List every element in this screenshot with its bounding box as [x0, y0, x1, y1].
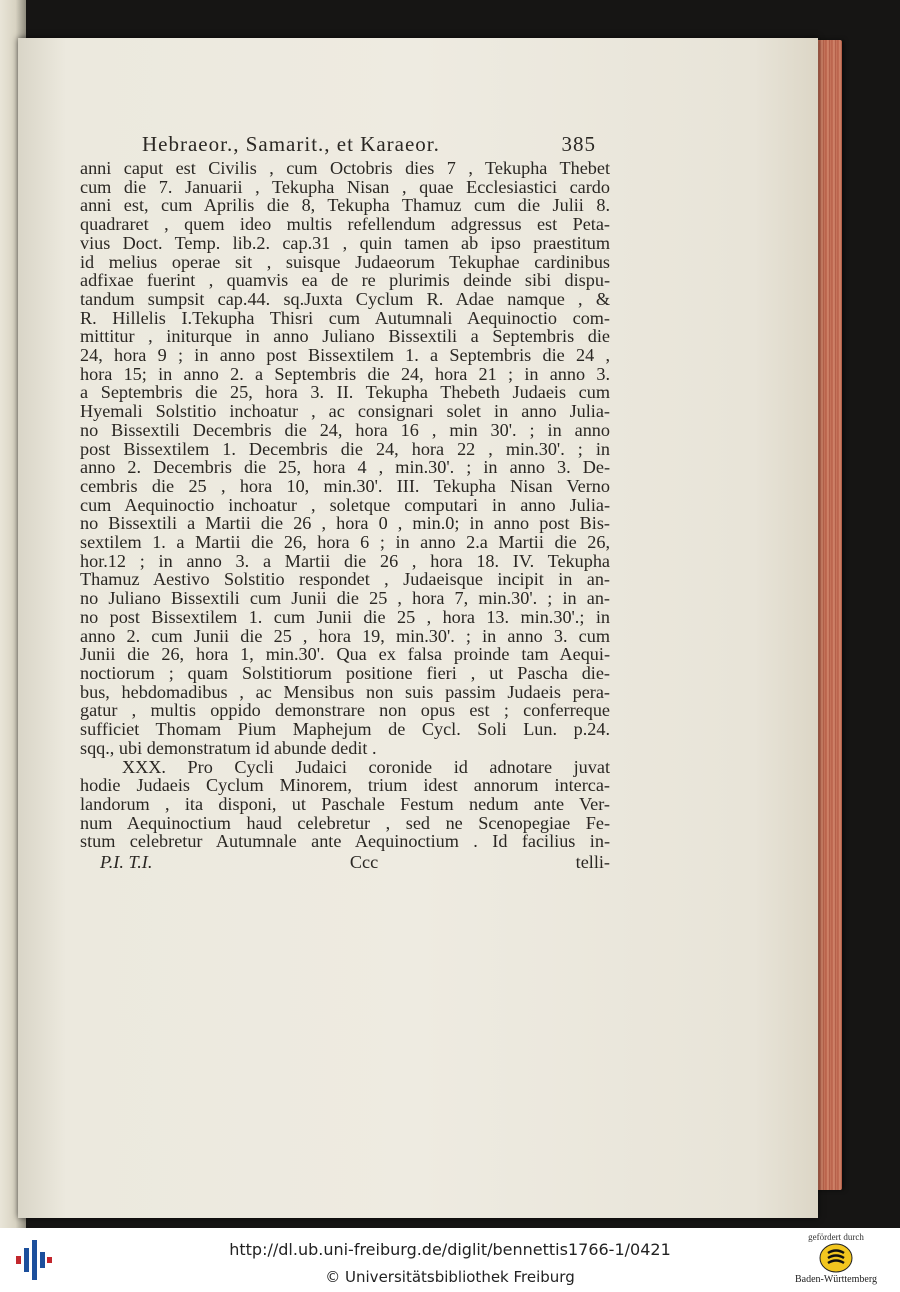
- text-line: R. Hillelis I.Tekupha Thisri cum Autumnali Aequinoctio com-: [80, 307, 610, 328]
- running-head: [80, 132, 610, 157]
- running-head-title: Hebraeor., Samarit., et Karaeor.: [142, 132, 440, 156]
- text-line: tandum sumpsit cap.44. sq.Juxta Cyclum R. Adae namque , &: [80, 288, 610, 309]
- text-line: no post Bissextilem 1. cum Junii die 25 , hora 13. min.30'.; in: [80, 606, 610, 627]
- text-line: cembris die 25 , hora 10, min.30'. III. Tekupha Nisan Verno: [80, 475, 610, 496]
- text-line: anni caput est Civilis , cum Octobris dies 7 , Tekupha Thebet: [80, 158, 610, 178]
- sponsor-label: gefördert durch: [808, 1232, 864, 1242]
- text-line: landorum , ita disponi, ut Paschale Festum nedum ante Ver-: [80, 793, 610, 814]
- text-line: num Aequinoctium haud celebretur , sed ne Scenopegiae Fe-: [80, 812, 610, 833]
- page-text: [80, 132, 610, 873]
- text-line: gatur , multis oppido demonstrare non opus est ; conferreque: [80, 700, 610, 721]
- permalink-url[interactable]: http://dl.ub.uni-freiburg.de/diglit/bennettis1766-1/0421: [229, 1240, 671, 1259]
- text-line: hora 15; in anno 2. a Septembris die 24, hora 21 ; in anno 3.: [80, 363, 610, 384]
- text-line: bus, hebdomadibus , ac Mensibus non suis passim Judaeis pera-: [80, 681, 610, 702]
- text-line: anno 2. cum Junii die 25 , hora 19, min.30'. ; in anno 3. cum: [80, 625, 610, 646]
- text-line: cum Aequinoctio inchoatur , soletque computari in anno Julia-: [80, 494, 610, 515]
- text-line: no Juliano Bissextili cum Junii die 25 , hora 7, min.30'. ; in an-: [80, 588, 610, 609]
- sponsor-name: Baden-Württemberg: [794, 1274, 877, 1285]
- text-line: post Bissextilem 1. Decembris die 24, hora 22 , min.30'. ; in: [80, 438, 610, 459]
- baden-wuerttemberg-emblem-icon: [819, 1243, 853, 1273]
- text-line: no Bissextili a Martii die 26 , hora 0 , min.0; in anno post Bis-: [80, 513, 610, 534]
- text-line: Thamuz Aestivo Solstitio respondet , Judaeisque incipit in an-: [80, 569, 610, 590]
- copyright-notice: © Universitätsbibliothek Freiburg: [325, 1268, 575, 1286]
- page-footer: [80, 852, 610, 873]
- text-line: stum celebretur Autumnale ante Aequinoctium . Id facilius in-: [80, 831, 610, 852]
- text-line: quadraret , quem ideo multis refellendum adgressus est Peta-: [80, 214, 610, 235]
- text-line: no Bissextili Decembris die 24, hora 16 , min 30'. ; in anno: [80, 419, 610, 440]
- sponsor-logo[interactable]: [784, 1232, 888, 1290]
- catchword: telli-: [575, 852, 610, 873]
- text-line: hodie Judaeis Cyclum Minorem, trium idest annorum interca-: [80, 775, 610, 796]
- signature-mark: P.I. T.I.: [100, 852, 153, 873]
- text-line: noctiorum ; quam Solstitiorum positione fieri , ut Pascha die-: [80, 662, 610, 683]
- text-line: mittitur , initurque in anno Juliano Bissextili a Septembris die: [80, 326, 610, 347]
- text-line: adfixae fuerint , quamvis ea de re plurimis deinde sibi dispu-: [80, 270, 610, 291]
- text-line: hor.12 ; in anno 3. a Martii die 26 , hora 18. IV. Tekupha: [80, 550, 610, 571]
- paragraph-1: [80, 159, 610, 758]
- text-line: Hyemali Solstitio inchoatur , ac consignari solet in anno Julia-: [80, 401, 610, 422]
- text-line: sufficiet Thomam Pium Maphejum de Cycl. Soli Lun. p.24.: [80, 719, 610, 740]
- text-line: sqq., ubi demonstratum id abunde dedit .: [80, 737, 377, 758]
- text-line: a Septembris die 25, hora 3. II. Tekupha Thebeth Judaeis cum: [80, 382, 610, 403]
- viewer-footer: [0, 1228, 900, 1292]
- paragraph-2: [80, 758, 610, 852]
- text-line: vius Doct. Temp. lib.2. cap.31 , quin tamen ab ipso praestitum: [80, 232, 610, 253]
- text-line: id melius operae sit , suisque Judaeorum Tekuphae cardinibus: [80, 251, 610, 272]
- text-line: anno 2. Decembris die 25, hora 4 , min.30'. ; in anno 3. De-: [80, 457, 610, 478]
- text-line: 24, hora 9 ; in anno post Bissextilem 1. a Septembris die 24 ,: [80, 345, 610, 366]
- text-line: Junii die 26, hora 1, min.30'. Qua ex falsa proinde tam Aequi-: [80, 644, 610, 665]
- text-line: XXX. Pro Cycli Judaici coronide id adnotare juvat: [122, 756, 610, 777]
- page-number: 385: [561, 132, 596, 156]
- gathering-mark: Ccc: [349, 852, 379, 873]
- text-line: cum die 7. Januarii , Tekupha Nisan , quae Ecclesiastici cardo: [80, 176, 610, 197]
- text-line: sextilem 1. a Martii die 26, hora 6 ; in anno 2.a Martii die 26,: [80, 532, 610, 553]
- text-line: anni est, cum Aprilis die 8, Tekupha Thamuz cum die Julii 8.: [80, 195, 610, 216]
